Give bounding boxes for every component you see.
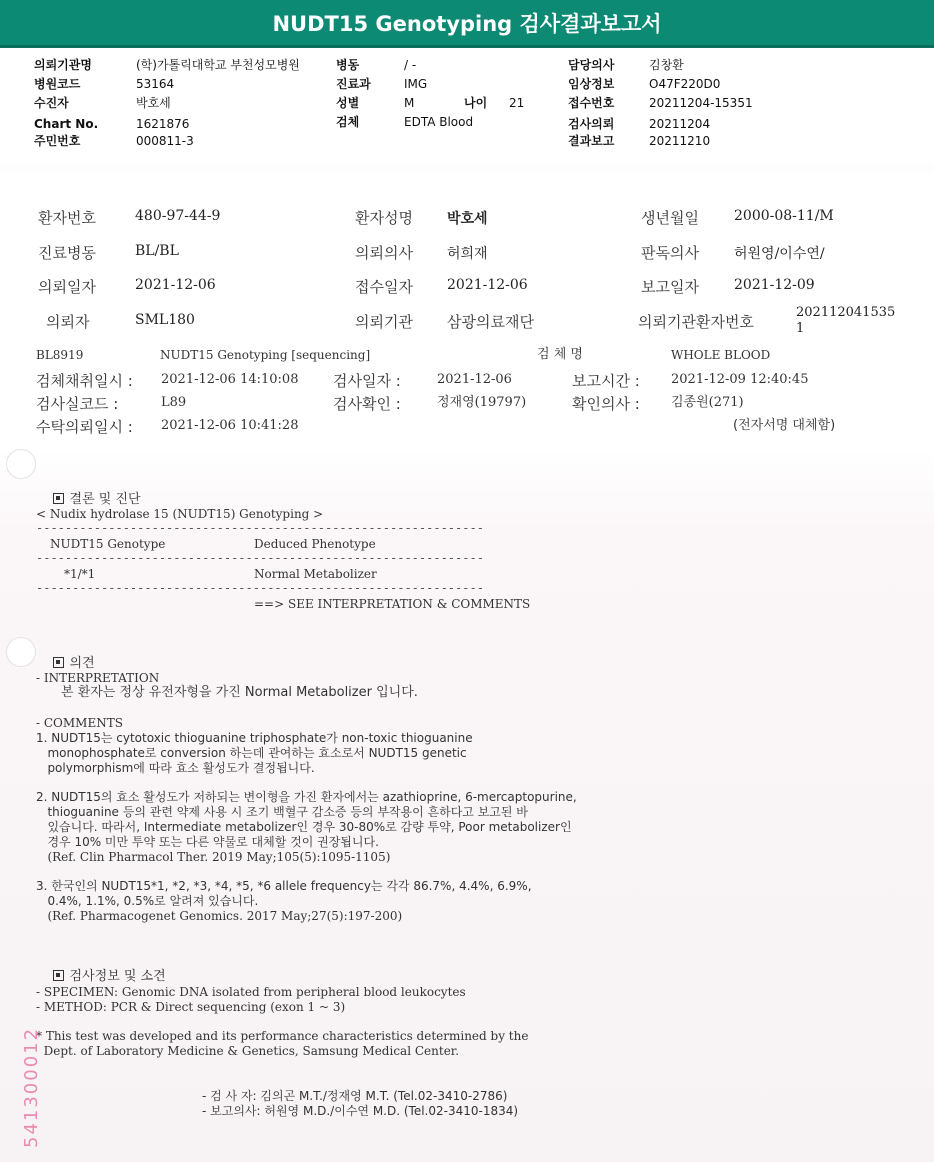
comment-line: (Ref. Pharmacogenet Genomics. 2017 May;27(5):197-200) <box>36 909 403 923</box>
grid-label: 판독의사 <box>641 244 699 262</box>
doctor-label: 확인의사 : <box>572 395 640 413</box>
see-note: ==> SEE INTERPRETATION & COMMENTS <box>254 597 531 611</box>
grid-label: 의뢰의사 <box>355 244 413 262</box>
comment-line: 있습니다. 따라서, Intermediate metabolizer인 경우 30-80%로 감량 투약, Poor metabolizer인 <box>36 820 572 834</box>
opinion-heading: 의견 <box>69 656 95 671</box>
info-note: * This test was developed and its performance characteristics determined by the <box>36 1029 529 1043</box>
header-value: (학)가톨릭대학교 부천성모병원 <box>136 58 300 72</box>
phenotype-value: Normal Metabolizer <box>254 567 377 581</box>
info-specimen: - SPECIMEN: Genomic DNA isolated from peripheral blood leukocytes <box>36 985 466 999</box>
grid-value: 2021-12-09 <box>734 277 815 293</box>
grid-label: 의뢰기관환자번호 <box>638 313 754 331</box>
sheet-edge <box>0 164 934 172</box>
comment-line: 3. 한국인의 NUDT15*1, *2, *3, *4, *5, *6 allele frequency는 각각 86.7%, 4.4%, 6.9%, <box>36 879 532 893</box>
header-label: 진료과 <box>336 77 371 91</box>
grid-value: 2021-12-06 <box>135 277 216 293</box>
header-label: 병동 <box>336 58 360 72</box>
grid-value: 삼광의료재단 <box>447 313 534 331</box>
grid-label: 환자번호 <box>38 209 96 227</box>
grid-value: 202112041535 <box>796 305 896 320</box>
grid-value: 2021-12-06 <box>447 277 528 293</box>
header-value: 53164 <box>136 77 175 91</box>
header-label: Chart No. <box>34 117 99 131</box>
specimen-value: WHOLE BLOOD <box>671 348 771 362</box>
esign-note: (전자서명 대체함) <box>733 418 836 433</box>
grid-label: 의뢰자 <box>46 313 90 331</box>
test-code: BL8919 <box>36 348 84 362</box>
header-value: 박호세 <box>136 96 171 110</box>
header-value: 20211204-15351 <box>649 96 753 110</box>
punch-hole <box>6 449 36 479</box>
grid-value: BL/BL <box>135 243 179 259</box>
grid-value: 허원영/이수연/ <box>734 246 825 262</box>
header-value: 20211210 <box>649 134 711 148</box>
section-box-icon <box>53 970 64 981</box>
header-value: IMG <box>404 77 428 91</box>
info-note: Dept. of Laboratory Medicine & Genetics, Samsung Medical Center. <box>36 1044 460 1058</box>
lab-code-label: 검사실코드 : <box>36 395 119 413</box>
grid-label: 접수일자 <box>355 278 413 296</box>
divider: -------------------------------------------------------------- <box>36 581 484 595</box>
comment-line: 2. NUDT15의 효소 활성도가 저하되는 변이형을 가진 환자에서는 azathioprine, 6-mercaptopurine, <box>36 790 577 804</box>
header-value: M <box>404 96 415 110</box>
comment-line: thioguanine 등의 관련 약제 사용 시 조기 백혈구 감소증 등의 부작용이 흔하다고 보고된 바 <box>36 805 528 819</box>
tester-line: - 검 사 자: 김의곤 M.T./정재영 M.T. (Tel.02-3410-2786) <box>202 1089 508 1103</box>
entrust-label: 수탁의뢰일시 : <box>36 418 133 436</box>
grid-label: 의뢰기관 <box>355 313 413 331</box>
grid-value: 박호세 <box>447 211 488 227</box>
genotype-value: *1/*1 <box>64 567 96 581</box>
interp-title: - INTERPRETATION <box>36 671 160 685</box>
report-time-value: 2021-12-09 12:40:45 <box>671 372 809 387</box>
header-value: 김창환 <box>649 58 684 72</box>
header-value: O47F220D0 <box>649 77 721 91</box>
grid-label: 의뢰일자 <box>38 278 96 296</box>
section-box-icon <box>53 493 64 504</box>
doctor-value: 김종원(271) <box>671 395 744 410</box>
header-value: 000811-3 <box>136 134 194 148</box>
reporter-line: - 보고의사: 허원영 M.D./이수연 M.D. (Tel.02-3410-1834) <box>202 1104 519 1118</box>
comment-line: 경우 10% 미만 투약 또는 다른 약물로 대체할 것이 권장됩니다. <box>36 835 379 849</box>
comments-title: - COMMENTS <box>36 716 123 730</box>
header-label: 수진자 <box>34 96 69 110</box>
test-name: NUDT15 Genotyping [sequencing] <box>160 348 371 362</box>
comment-line: (Ref. Clin Pharmacol Ther. 2019 May;105(5):1095-1105) <box>36 850 391 864</box>
side-serial-number: 541300012 <box>21 1026 42 1148</box>
header-value: 1621876 <box>136 117 190 131</box>
header-label: 임상정보 <box>568 77 615 91</box>
test-date-label: 검사일자 : <box>333 372 401 390</box>
confirm-label: 검사확인 : <box>333 395 401 413</box>
grid-label: 진료병동 <box>38 244 96 262</box>
comment-line: polymorphism에 따라 효소 활성도가 결정됩니다. <box>36 761 315 775</box>
divider: -------------------------------------------------------------- <box>36 521 484 535</box>
header-label: 검체 <box>336 115 360 129</box>
test-date-value: 2021-12-06 <box>437 372 512 387</box>
grid-value-cont: 1 <box>796 321 805 336</box>
header-value: EDTA Blood <box>404 115 474 129</box>
collect-label: 검체채취일시 : <box>36 372 133 390</box>
grid-value: 2000-08-11/M <box>734 208 834 224</box>
collect-value: 2021-12-06 14:10:08 <box>161 372 299 387</box>
grid-label: 환자성명 <box>355 209 413 227</box>
comment-line: 0.4%, 1.1%, 0.5%로 알려져 있습니다. <box>36 894 259 908</box>
header-label: 접수번호 <box>568 96 615 110</box>
col-phenotype: Deduced Phenotype <box>254 537 376 551</box>
report-time-label: 보고시간 : <box>572 372 640 390</box>
grid-label: 생년월일 <box>641 209 699 227</box>
interp-text: 본 환자는 정상 유전자형을 가진 Normal Metabolizer 입니다. <box>61 685 418 700</box>
header-label: 담당의사 <box>568 58 615 72</box>
header-label: 검사의뢰 <box>568 117 615 131</box>
entrust-value: 2021-12-06 10:41:28 <box>161 418 299 433</box>
lab-code-value: L89 <box>161 395 187 410</box>
specimen-label: 검 체 명 <box>537 347 583 362</box>
divider: -------------------------------------------------------------- <box>36 551 484 565</box>
grid-value: SML180 <box>135 312 195 328</box>
header-label: 결과보고 <box>568 134 615 148</box>
conclusion-heading: 결론 및 진단 <box>69 492 141 507</box>
info-heading: 검사정보 및 소견 <box>69 969 166 984</box>
section-box-icon <box>53 657 64 668</box>
grid-value: 허희재 <box>447 246 488 262</box>
grid-label: 보고일자 <box>641 278 699 296</box>
header-label: 주민번호 <box>34 134 81 148</box>
col-genotype: NUDT15 Genotype <box>50 537 166 551</box>
comment-line: monophosphate로 conversion 하는데 관여하는 효소로서 NUDT15 genetic <box>36 746 467 760</box>
age-label: 나이 <box>464 96 488 110</box>
comment-line: 1. NUDT15는 cytotoxic thioguanine triphosphate가 non-toxic thioguanine <box>36 731 473 745</box>
header-label: 성별 <box>336 96 360 110</box>
header-value: / - <box>404 58 417 72</box>
punch-hole <box>6 637 36 667</box>
confirm-value: 정재영(19797) <box>437 395 527 410</box>
info-method: - METHOD: PCR & Direct sequencing (exon 1 ~ 3) <box>36 1000 346 1014</box>
conclusion-subtitle: < Nudix hydrolase 15 (NUDT15) Genotyping > <box>36 507 324 521</box>
age-value: 21 <box>509 96 525 110</box>
header-label: 병원코드 <box>34 77 81 91</box>
header-value: 20211204 <box>649 117 711 131</box>
header-label: 의뢰기관명 <box>34 58 92 72</box>
report-title: NUDT15 Genotyping 검사결과보고서 <box>0 0 934 48</box>
grid-value: 480-97-44-9 <box>135 208 221 224</box>
